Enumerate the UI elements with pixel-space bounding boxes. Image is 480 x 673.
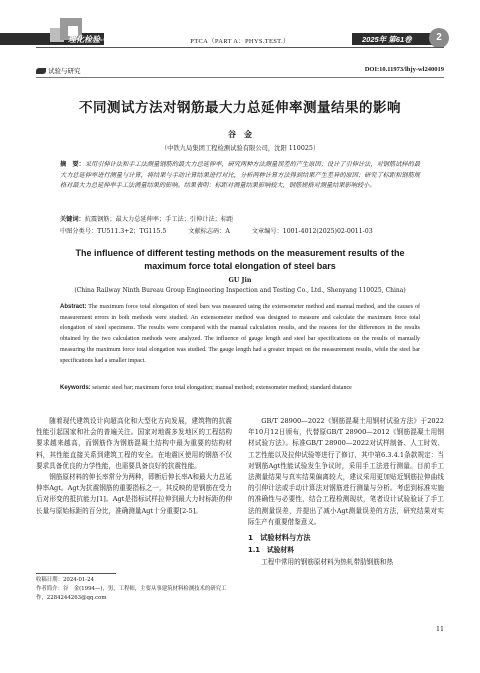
body-paragraph: 随着现代建筑设计向超高化和大型化方向发展，建筑物的抗震性能引起国家和社会的普遍关注。国家对地震多发地区的工程结构要求越来越高，而钢筋作为钢筋混凝土结构中最为重要的结构材料，其性能直接关系到建筑工程的安全。在地震区使用的钢筋不仅要求具备优良的力学性能，也需要具备良好的抗震性能。 [36,417,232,470]
keywords-cn-label: 关键词： [60,216,85,223]
abstract-en-label: Abstract: [60,304,87,310]
author-cn: 谷 金 [228,129,252,139]
body-column-left [36,416,232,517]
affiliation-en: (China Railway Ninth Bureau Group Engineering Inspection and Testing Co., Ltd., Shenyang 110025, China) [74,287,406,294]
year-volume: 2025年 第61卷 [362,35,412,44]
keywords-cn [60,214,420,223]
footnote [36,576,232,603]
clc-number: 中图分类号：TU511.3+2；TG115.5 [60,228,167,235]
abstract-cn [60,160,420,192]
journal-name-en: PTCA（PART A：PHYS.TEST.） [190,38,290,45]
body-paragraph: 钢筋原材料的伸长率常分为两种，即断后伸长率A和最大力总延伸率Agt。Agt为抗震钢筋的重要指标之一，其反映的是钢筋在受力后对形变的抵抗能力[1]。Agt是指标试样拉伸到最大力时标距的伸长量与原始标距的百分比，准确测量Agt十分重要[2-5]。 [36,473,232,515]
page-number: 11 [435,626,444,633]
title-en: The influence of different testing methods on the measurement results of the maximum force total elongation of steel bars [75,248,405,271]
classification-cn [60,226,420,235]
body-column-right [248,416,444,569]
received-date: 收稿日期：2024-01-24 [36,577,95,583]
abstract-en-text: The maximum force total elongation of steel bars was measured using the extensometer method and manual method, and the causes of measurement errors in both methods were studied. An extensometer method was designed to measure and calculate the maximum force total elongation of steel specimens. The results were compared with the manual calculation results, and the reasons for the differences in the results obtained by the two calculation methods were analyzed. The influence of gauge length and steel bar specifications on the results of manually measuring the maximum force total elongation was studied. The gauge length had a greater impact on the measurement results, while the steel bar specifications had a smaller impact. [60,304,420,364]
body-paragraph: 工程中常用的钢筋原材料为热轧带肋钢筋和热 [261,558,394,567]
title-cn: 不同测试方法对钢筋最大力总延伸率测量结果的影响 [79,100,401,116]
document-code: 文献标志码：A [188,228,230,235]
author-en: GU Jin [228,277,252,284]
section-label: 试验与研究 [48,68,81,75]
subsection-heading: 1.1 试验材料 [248,546,295,555]
author-bio: 作者简介：谷 金(1994—)，男，工程师，主要从事建筑材料检测技术的研究工作，2284244263@qq.com [36,586,227,601]
article-number: 文章编号：1001-4012(2025)02-0011-03 [251,228,373,235]
journal-name-cn: 理化检验-物理分册 [68,35,135,44]
issue-number: 2 [429,28,449,48]
keywords-cn-text: 抗震钢筋；最大力总延伸率；手工法；引伸计法；标距 [84,216,234,223]
keywords-en-text: seismic steel bar; maximum force total elongation; manual method; extensometer method; standard distance [92,385,352,391]
affiliation-cn: （中铁九局集团工程检测试验有限公司，沈阳 110025） [160,145,320,152]
divider [36,77,444,78]
body-paragraph: GB/T 28900—2022《钢筋混凝土用钢材试验方法》于2022年10月12日颁布，代替原GB/T 28900—2012《钢筋混凝土用钢材试验方法》。标准GB/T 28900—2022对试样制备、人工时效、工艺性能以及拉伸试验等进行了修订，其中第6.3.4.1条款规定：当对钢筋Agt性能试验发生争议时，采用手工法进行测量。目前手工法测量结果与真实结果偏离较大，建议采用更加贴近钢筋拉伸曲线的引伸计法或手动计算法对钢筋进行测量与分析。考虑到标准实施的准确性与必要性，结合工程检测现状，笔者设计试验验证了手工法的测量误差，并提出了减小Agt测量误差的方法，研究结果对实际生产有重要借鉴意义。 [248,417,444,526]
section-tag [36,66,81,75]
abstract-cn-label: 摘 要： [60,161,85,168]
section-mark-icon [36,68,46,74]
section-heading: 1 试验材料与方法 [248,533,311,543]
header-rule [36,47,444,48]
keywords-en [60,383,420,394]
keywords-en-label: Keywords: [60,385,91,391]
abstract-en [60,302,420,366]
doi: DOI:10.11973/lhjy-wl240019 [364,66,444,73]
footnote-rule [36,573,116,574]
abstract-cn-text: 采用引伸计法和手工法测量钢筋的最大力总延伸率，研究两种方法测量误差的产生原因；设计了引伸计法，对钢筋试样的最大力总延伸率进行测量与计算，将结果与手动计算结果进行对比，分析两种计算方法得到结果产生差异的原因；研究了标距和钢筋规格对最大力总延伸率手工法测量结果的影响。结果表明：标距对测量结果影响较大，钢筋规格对测量结果影响较小。 [60,161,421,190]
